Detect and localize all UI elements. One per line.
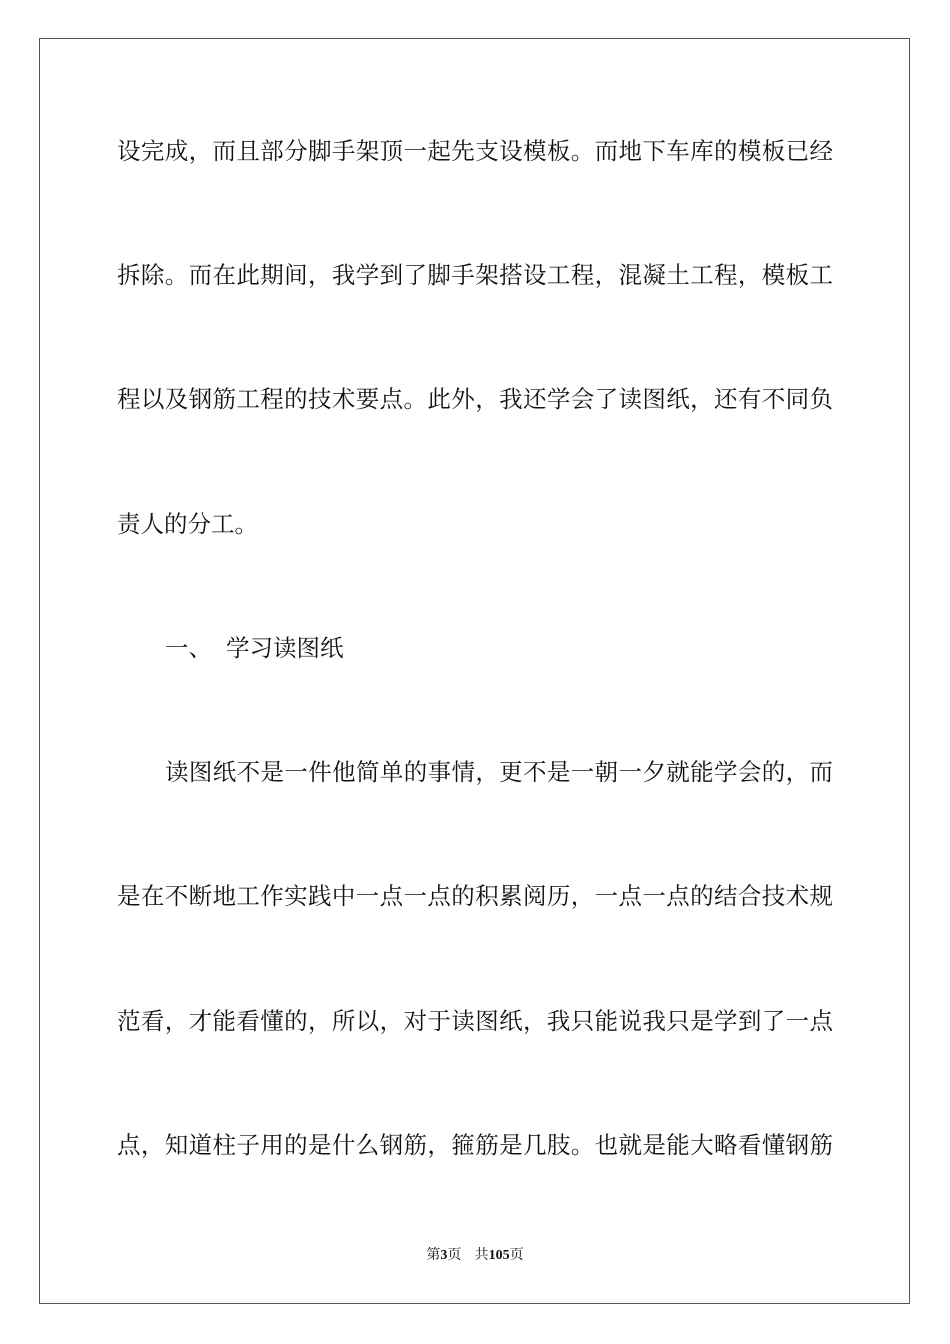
footer-total-prefix: 共 [474, 1247, 489, 1263]
body-text-line: 设完成，而且部分脚手架顶一起先支设模板。而地下车库的模板已经 [117, 137, 833, 165]
body-text-line: 程以及钢筋工程的技术要点。此外，我还学会了读图纸，还有不同负 [117, 385, 833, 413]
page-frame [39, 38, 910, 1304]
body-text-line: 拆除。而在此期间，我学到了脚手架搭设工程，混凝土工程，模板工 [117, 261, 833, 289]
body-text-line: 范看，才能看懂的，所以，对于读图纸，我只能说我只是学到了一点 [117, 1007, 833, 1035]
body-text-line: 点，知道柱子用的是什么钢筋，箍筋是几肢。也就是能大略看懂钢筋 [117, 1131, 833, 1159]
body-text-line: 是在不断地工作实践中一点一点的积累阅历，一点一点的结合技术规 [117, 882, 833, 910]
footer-page-suffix: 页 [447, 1247, 462, 1263]
footer-page-number: 3 [440, 1248, 448, 1263]
footer-page-prefix: 第 [426, 1247, 441, 1263]
section-heading-title: 学习读图纸 [226, 634, 344, 662]
body-text-line: 读图纸不是一件他简单的事情，更不是一朝一夕就能学会的，而 [165, 758, 833, 786]
section-heading-number: 一、 [165, 634, 212, 662]
page-footer [0, 1246, 950, 1265]
footer-total-suffix: 页 [509, 1247, 524, 1263]
footer-total-pages: 105 [488, 1248, 510, 1263]
body-text-line: 责人的分工。 [117, 510, 258, 538]
